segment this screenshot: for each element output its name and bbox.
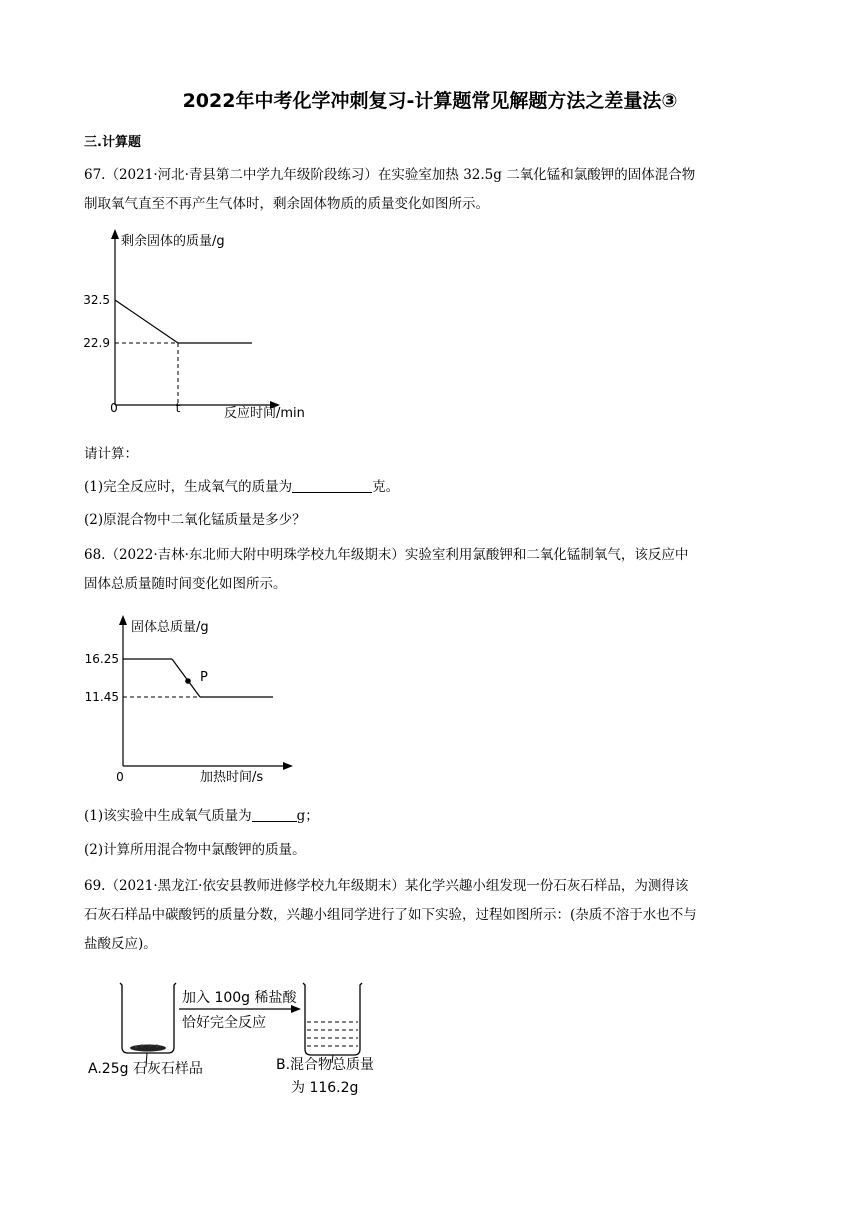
q68-line1: 68.（2022·吉林·东北师大附中明珠学校九年级期末）实验室利用氯酸钾和二氧化锰制氧气，该反应中 [84, 547, 689, 563]
q67-sub1-text: (1)完全反应时，生成氧气的质量为 [84, 479, 293, 495]
q67-prompt: 请计算： [84, 446, 138, 462]
label-b-line1: B.混合物总质量 [276, 1057, 375, 1073]
arrow-top-text: 加入 100g 稀盐酸 [182, 990, 297, 1006]
q67-ylabel: 剩余固体的质量/g [121, 234, 225, 249]
q67-answer-blank[interactable] [292, 478, 372, 493]
q68-origin: 0 [116, 770, 124, 784]
q67-sub1 [84, 473, 784, 502]
q68-point-label: P [200, 670, 208, 685]
q67-origin: 0 [110, 401, 118, 415]
q68-sub1 [84, 802, 784, 831]
q67-t-label: t [175, 401, 181, 415]
q67-text [84, 161, 784, 219]
q68-ylabel: 固体总质量/g [131, 620, 209, 635]
q68-point-p [185, 678, 191, 684]
q68-xlabel: 加热时间/s [200, 770, 264, 785]
q67-decline-line [115, 300, 178, 343]
page-title: 2022年中考化学冲刺复习-计算题常见解题方法之差量法③ [182, 90, 678, 112]
q68-decline-line [172, 659, 200, 697]
q67-xlabel: 反应时间/min [224, 406, 305, 421]
q68-text [84, 541, 784, 599]
q68-sub1-unit: g； [296, 808, 319, 824]
q67-ytick-2: 22.9 [83, 336, 110, 350]
label-b-line2: 为 116.2g [291, 1080, 359, 1096]
section-heading: 三.计算题 [84, 135, 141, 150]
beaker-a-icon [120, 983, 176, 1067]
q67-line2: 制取氧气直至不再产生气体时，剩余固体物质的质量变化如图所示。 [84, 196, 489, 212]
q69-diagram [84, 975, 404, 1100]
q67-ytick-1: 32.5 [83, 293, 110, 307]
q68-sub1-text: (1)该实验中生成氧气质量为 [84, 808, 252, 824]
q67-line1: 67.（2021·河北·青县第二中学九年级阶段练习）在实验室加热 32.5g 二氧化锰和氯酸钾的固体混合物 [84, 167, 696, 183]
q67-sub2: (2)原混合物中二氧化锰质量是多少？ [84, 512, 306, 528]
arrow-bottom-text: 恰好完全反应 [182, 1015, 266, 1031]
q69-text [84, 872, 784, 959]
beaker-b-icon [303, 983, 362, 1063]
label-a: A.25g 石灰石样品 [88, 1061, 203, 1077]
q68-line2: 固体总质量随时间变化如图所示。 [84, 576, 287, 592]
q68-answer-blank[interactable] [252, 807, 297, 822]
q69-line3: 盐酸反应)。 [84, 936, 157, 952]
q69-line2: 石灰石样品中碳酸钙的质量分数，兴趣小组同学进行了如下实验，过程如图所示：(杂质不溶于水也不与 [84, 907, 697, 923]
q68-chart [78, 611, 318, 791]
q68-sub2: (2)计算所用混合物中氯酸钾的质量。 [84, 842, 306, 858]
q69-line1: 69.（2021·黑龙江·依安县教师进修学校九年级期末）某化学兴趣小组发现一份石灰石样品，为测得该 [84, 878, 689, 894]
q67-sub1-unit: 克。 [372, 479, 400, 495]
q67-chart [70, 225, 330, 425]
q68-ytick-1: 16.25 [84, 652, 119, 666]
q68-ytick-2: 11.45 [84, 690, 119, 704]
